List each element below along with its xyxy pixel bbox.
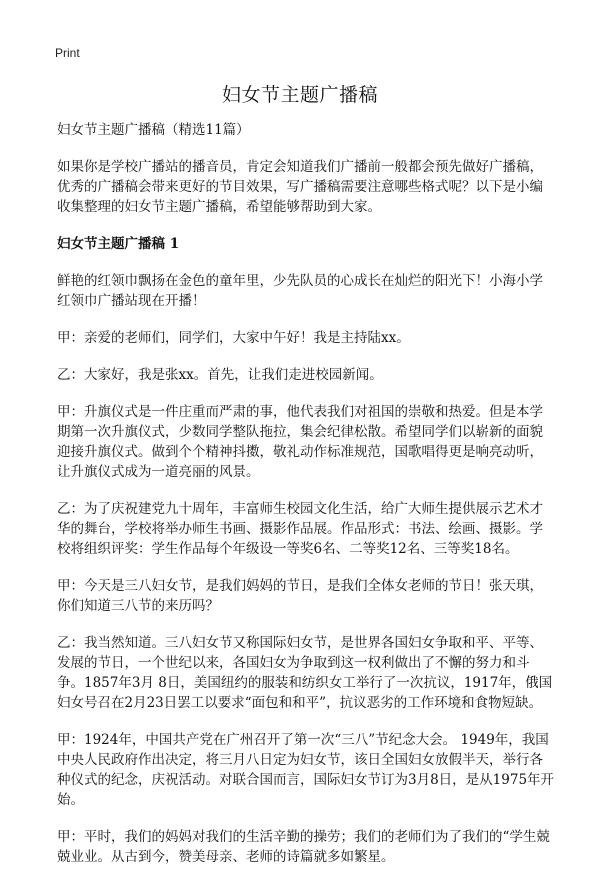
section-heading: 妇女节主题广播稿 1 bbox=[57, 236, 180, 252]
paragraph-4: 甲：升旗仪式是一件庄重而严肃的事，他代表我们对祖国的崇敬和热爱。但是本学期第一次升旗仪式，少数同学整队拖拉，集会纪律松散。希望同学们以崭新的面貌迎接升旗仪式。做到个个精神抖擞，敬礼动作标准规范，国歌唱得更是响亮动听，让升旗仪式成为一道亮丽的风景。 bbox=[57, 404, 543, 480]
paragraph-8: 甲：1924年，中国共产党在广州召开了第一次“三八”节纪念大会。 1949年，我国中央人民政府作出决定，将三月八日定为妇女节，该日全国妇女放假半天，举行各种仪式的纪念，庆祝活动。对联合国而言，国际妇女节订为3月8日，是从1975年开始。 bbox=[57, 732, 555, 808]
paragraph-2: 甲：亲爱的老师们，同学们，大家中午好！我是主持陆xx。 bbox=[57, 330, 410, 346]
paragraph-7: 乙：我当然知道。三八妇女节又称国际妇女节，是世界各国妇女争取和平、平等、发展的节日，一个世纪以来，各国妇女为争取到这一权利做出了不懈的努力和斗争。1857年3月 8日，美国纽约的服装和纺织女工举行了一次抗议，1917年，俄国妇女号召在2月23日罢工以要求“面包和和平”，抗议恶劣的工作环境和食物短缺。 bbox=[57, 635, 553, 711]
paragraph-1: 鲜艳的红领巾飘扬在金色的童年里，少先队员的心成长在灿烂的阳光下！小海小学红领巾广播站现在开播！ bbox=[57, 273, 543, 309]
paragraph-9: 甲：平时，我们的妈妈对我们的生活辛勤的操劳；我们的老师们为了我们的“学生兢兢业业。从古到今，赞美母亲、老师的诗篇就多如繁星。 bbox=[57, 829, 550, 865]
print-link[interactable]: Print bbox=[55, 46, 80, 60]
document-subtitle: 妇女节主题广播稿（精选11篇） bbox=[57, 122, 250, 138]
page-title: 妇女节主题广播稿 bbox=[221, 84, 378, 106]
paragraph-5: 乙：为了庆祝建党九十周年，丰富师生校园文化生活，给广大师生提供展示艺术才华的舞台，学校将举办师生书画、摄影作品展。作品形式：书法、绘画、摄影。学校将组织评奖：学生作品每个年级设一等奖6名、二等奖12名、三等奖18名。 bbox=[57, 501, 543, 557]
intro-paragraph: 如果你是学校广播站的播音员，肯定会知道我们广播前一般都会预先做好广播稿，优秀的广播稿会带来更好的节目效果，写广播稿需要注意哪些格式呢？以下是小编收集整理的妇女节主题广播稿，希望能够帮助到大家。 bbox=[57, 159, 543, 215]
paragraph-3: 乙：大家好，我是张xx。首先，让我们走进校园新闻。 bbox=[57, 367, 383, 383]
document-body bbox=[57, 120, 555, 884]
paragraph-6: 甲：今天是三八妇女节，是我们妈妈的节日，是我们全体女老师的节日！张天琪，你们知道三八节的来历吗？ bbox=[57, 578, 543, 614]
